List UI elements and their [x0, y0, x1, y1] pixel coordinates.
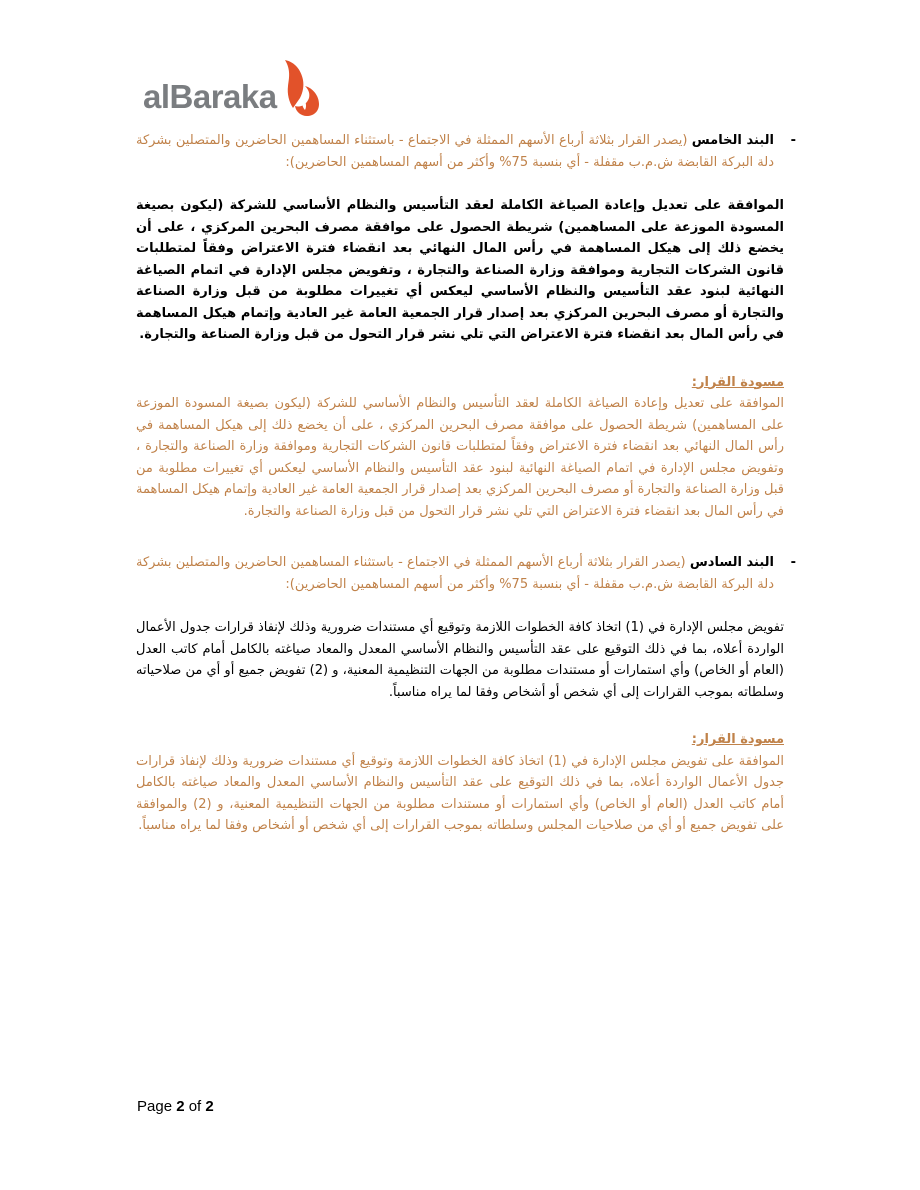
albaraka-logo: [143, 58, 333, 120]
section-6-heading: [136, 552, 796, 595]
page-of: of: [184, 1098, 206, 1115]
section-6-draft-title: مسودة القرار:: [691, 732, 784, 747]
section-5-label: البند الخامس: [691, 133, 774, 148]
page-prefix: Page: [137, 1098, 177, 1115]
page-total: 2: [205, 1098, 214, 1115]
logo-wordmark: alBaraka: [143, 78, 277, 115]
section-6-draft-body: الموافقة على تفويض مجلس الإدارة في (1) اتخاذ كافة الخطوات اللازمة وتوقيع أي مستندات ضرورية وذلك لإنفاذ قرارات جدول الأعمال الواردة أعلاه، بما في ذلك التوقيع على عقد التأسيس والنظام الأساسي المعدل والمعاد صياغته بالكامل أمام كاتب العدل (العام أو الخاص) وأي استمارات أو مستندات مطلوبة من الجهات التنظيمية المعنية، و (2) والموافقة على تفويض جميع أو أي من صلاحيات المجلس وسلطاته بموجب القرارات إلى أي شخص أو أشخاص وفقا لما يراه مناسباً.: [136, 753, 784, 833]
section-5-heading: [136, 130, 796, 173]
page-number: [137, 1098, 214, 1115]
bullet-dash: -: [790, 555, 796, 570]
section-5-condition: (يصدر القرار بثلاثة أرباع الأسهم الممثلة في الاجتماع - باستثناء المساهمين الحاضرين والمتصلين بشركة دلة البركة القابضة ش.م.ب مقفلة - أي بنسبة 75% وأكثر من أسهم المساهمين الحاضرين):: [136, 133, 774, 170]
page-current: 2: [176, 1098, 185, 1115]
section-5-draft-title: مسودة القرار:: [691, 374, 784, 390]
section-6-body: تفويض مجلس الإدارة في (1) اتخاذ كافة الخطوات اللازمة وتوقيع أي مستندات ضرورية وذلك لإنفاذ قرارات جدول الأعمال الواردة أعلاه، بما في ذلك التوقيع على عقد التأسيس والنظام الأساسي المعدل والمعاد صياغته بالكامل أمام كاتب العدل (العام أو الخاص) وأي استمارات أو مستندات مطلوبة من الجهات التنظيمية المعنية، و (2) تفويض جميع أو أي من صلاحياته وسلطاته بموجب القرارات إلى أي شخص أو أشخاص وفقا لما يراه مناسباً.: [136, 620, 784, 700]
section-5-body: الموافقة على تعديل وإعادة الصياغة الكاملة لعقد التأسيس والنظام الأساسي للشركة (ليكون بصيغة المسودة الموزعة على المساهمين) شريطة الحصول على موافقة مصرف البحرين المركزي ، على أن يخضع ذلك إلى هيكل المساهمة في رأس المال النهائي بعد انقضاء فترة الاعتراض وفقاً لمتطلبات قانون الشركات التجارية وموافقة وزارة الصناعة والتجارة ، وتفويض مجلس الإدارة في اتمام الصياغة النهائية لبنود عقد التأسيس والنظام الأساسي ليعكس أي تغييرات مطلوبة من قبل وزارة الصناعة والتجارة أو مصرف البحرين المركزي بعد إصدار قرار الجمعية العامة غير العادية وإتمام هيكل المساهمة في رأس المال بعد انقضاء فترة الاعتراض التي تلي نشر قرار التحول من قبل وزارة الصناعة والتجارة.: [136, 198, 784, 342]
section-6-label: البند السادس: [689, 555, 774, 570]
section-5-draft-body: الموافقة على تعديل وإعادة الصياغة الكاملة لعقد التأسيس والنظام الأساسي للشركة (ليكون بصيغة المسودة الموزعة على المساهمين) شريطة الحصول على موافقة مصرف البحرين المركزي ، على أن يخضع ذلك إلى هيكل المساهمة في رأس المال النهائي بعد انقضاء فترة الاعتراض وفقاً لمتطلبات قانون الشركات التجارية وموافقة وزارة الصناعة والتجارة ، وتفويض مجلس الإدارة في اتمام الصياغة النهائية لبنود عقد التأسيس والنظام الأساسي ليعكس أي تغييرات مطلوبة من قبل وزارة الصناعة والتجارة أو مصرف البحرين المركزي بعد إصدار قرار الجمعية العامة غير العادية وإتمام هيكل المساهمة في رأس المال بعد انقضاء فترة الاعتراض التي تلي نشر قرار التحول من قبل وزارة الصناعة والتجارة.: [136, 396, 784, 519]
document-content: [136, 130, 796, 837]
bullet-dash: -: [790, 133, 796, 148]
section-6-condition: (يصدر القرار بثلاثة أرباع الأسهم الممثلة في الاجتماع - باستثناء المساهمين الحاضرين والمتصلين بشركة دلة البركة القابضة ش.م.ب مقفلة - أي بنسبة 75% وأكثر من أسهم المساهمين الحاضرين):: [136, 555, 774, 592]
logo-mark-icon: [279, 58, 333, 118]
